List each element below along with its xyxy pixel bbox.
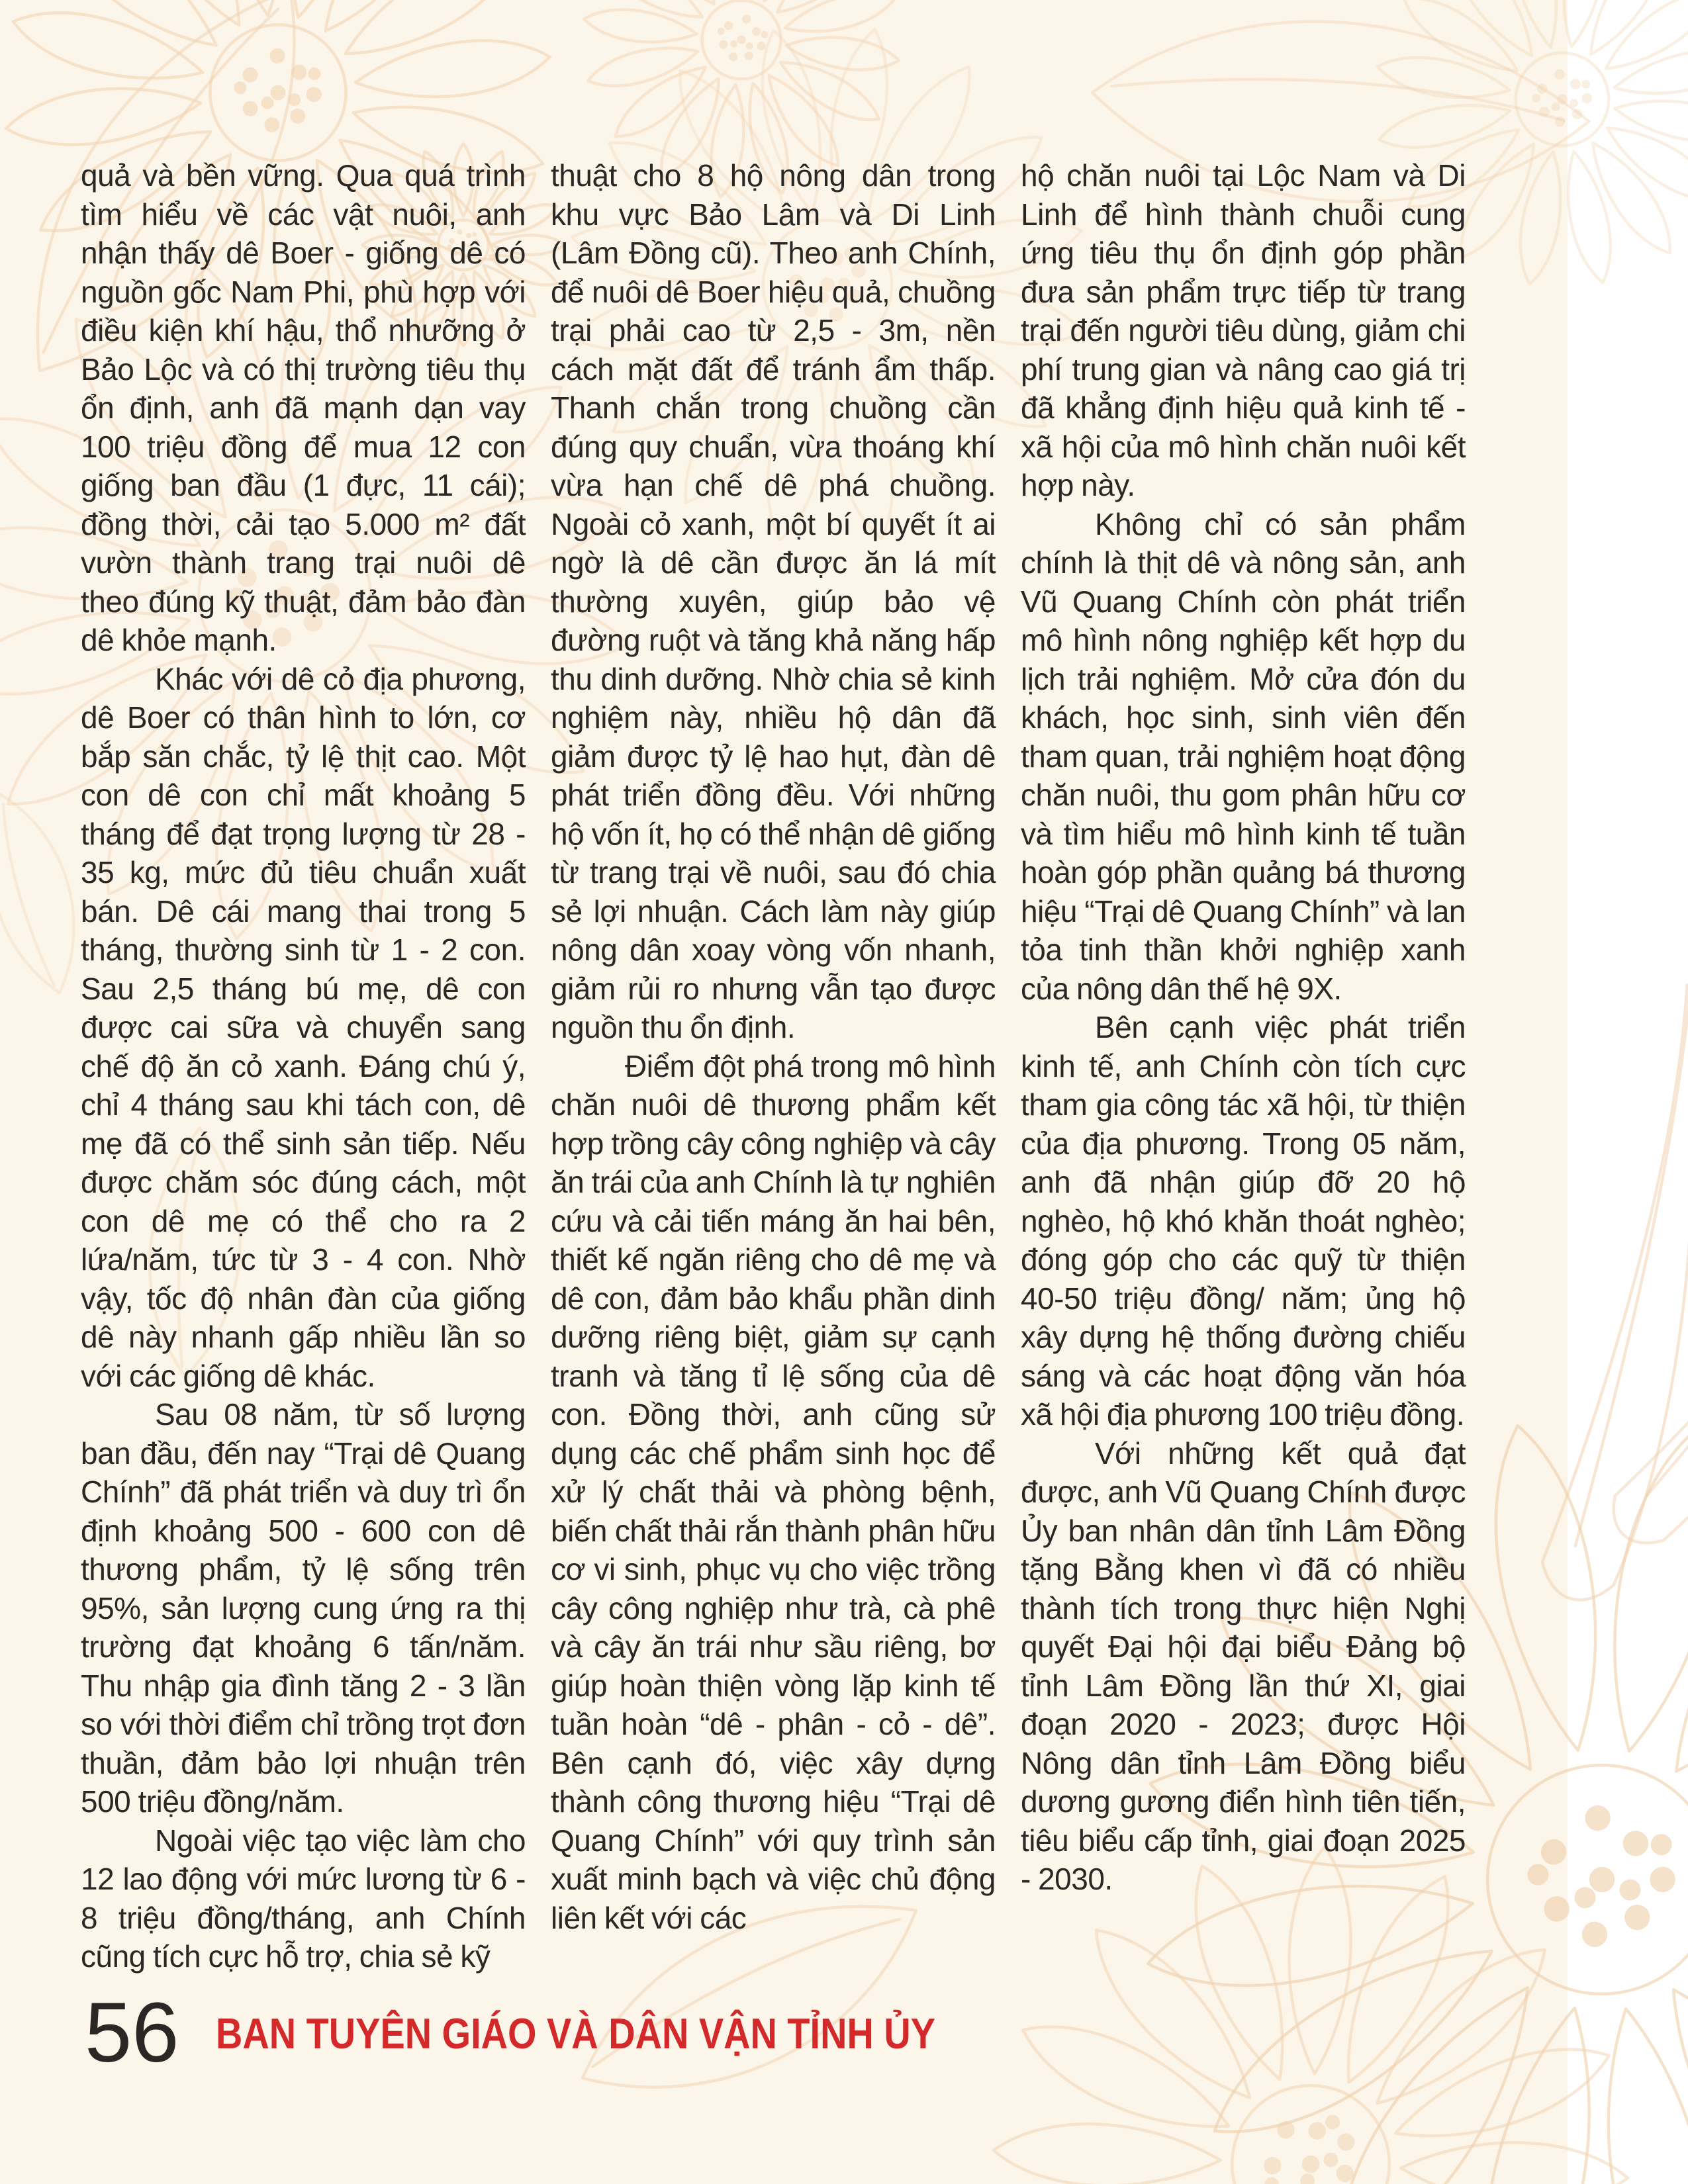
paragraph: Không chỉ có sản phẩm chính là thịt dê và nông sản, anh Vũ Quang Chính còn phát triển mô hình nông nghiệp kết hợp du lịch trải nghiệm. Mở cửa đón du khách, học sinh, sinh viên đến tham quan, trải nghiệm hoạt động chăn nuôi, thu gom phân hữu cơ và tìm hiểu mô hình kinh tế tuần hoàn góp phần quảng bá thương hiệu “Trại dê Quang Chính” và lan tỏa tinh thần khởi nghiệp xanh của nông dân thế hệ 9X. <box>1021 506 1466 1006</box>
page-footer <box>85 1985 1053 2080</box>
paragraph: Điểm đột phá trong mô hình chăn nuôi dê thương phẩm kết hợp trồng cây công nghiệp và cây ăn trái của anh Chính là tự nghiên cứu và cải tiến máng ăn hai bên, thiết kế ngăn riêng cho dê mẹ và dê con, đảm bảo khẩu phần dinh dưỡng riêng biệt, giảm sự cạnh tranh và tăng tỉ lệ sống của dê con. Đồng thời, anh cũng sử dụng các chế phẩm sinh học để xử lý chất thải và phòng bệnh, biến chất thải rắn thành phân hữu cơ vi sinh, phục vụ cho việc trồng cây công nghiệp như trà, cà phê và cây ăn trái như sầu riêng, bơ giúp hoàn thiện vòng lặp kinh tế tuần hoàn “dê - phân - cỏ - dê”. Bên cạnh đó, việc xây dựng thành công thương hiệu “Trại dê Quang Chính” với quy trình sản xuất minh bạch và việc chủ động liên kết với các <box>551 1048 996 1935</box>
paragraph: Bên cạnh việc phát triển kinh tế, anh Chính còn tích cực tham gia công tác xã hội, từ thiện của địa phương. Trong 05 năm, anh đã nhận giúp đỡ 20 hộ nghèo, hộ khó khăn thoát nghèo; đóng góp cho các quỹ từ thiện 40-50 triệu đồng/ năm; ủng hộ xây dựng hệ thống đường chiếu sáng và các hoạt động văn hóa xã hội địa phương 100 triệu đồng. <box>1021 1010 1466 1432</box>
paragraph: Với những kết quả đạt được, anh Vũ Quang Chính được Ủy ban nhân dân tỉnh Lâm Đồng tặng Bằng khen vì đã có nhiều thành tích trong thực hiện Nghị quyết Đại hội đại biểu Đảng bộ tỉnh Lâm Đồng lần thứ XI, giai đoạn 2020 - 2023; được Hội Nông dân tỉnh Lâm Đồng biểu dương gương điển hình tiên tiến, tiêu biểu cấp tỉnh, giai đoạn 2025 - 2030. <box>1021 1435 1466 1896</box>
paragraph: Sau 08 năm, từ số lượng ban đầu, đến nay “Trại dê Quang Chính” đã phát triển và duy trì ổn định khoảng 500 - 600 con dê thương phẩm, tỷ lệ sống trên 95%, sản lượng cung ứng ra thị trường đạt khoảng 6 tấn/năm. Thu nhập gia đình tăng 2 - 3 lần so với thời điểm chỉ trồng trọt đơn thuần, đảm bảo lợi nhuận trên 500 triệu đồng/năm. <box>81 1397 526 1819</box>
text-column-1 <box>81 156 526 1976</box>
article-body <box>81 156 1466 1976</box>
text-column-3 <box>1021 156 1466 1976</box>
paragraph: thuật cho 8 hộ nông dân trong khu vực Bảo Lâm và Di Linh (Lâm Đồng cũ). Theo anh Chính, để nuôi dê Boer hiệu quả, chuồng trại phải cao từ 2,5 - 3m, nền cách mặt đất để tránh ẩm thấp. Thanh chắn trong chuồng cần đúng quy chuẩn, vừa thoáng khí vừa hạn chế dê phá chuồng. Ngoài cỏ xanh, một bí quyết ít ai ngờ là dê cần được ăn lá mít thường xuyên, giúp bảo vệ đường ruột và tăng khả năng hấp thu dinh dưỡng. Nhờ chia sẻ kinh nghiệm này, nhiều hộ dân đã giảm được tỷ lệ hao hụt, đàn dê phát triển đồng đều. Với những hộ vốn ít, họ có thể nhận dê giống từ trang trại về nuôi, sau đó chia sẻ lợi nhuận. Cách làm này giúp nông dân xoay vòng vốn nhanh, giảm rủi ro nhưng vẫn tạo được nguồn thu ổn định. <box>551 158 996 1044</box>
footer-publisher-label: BAN TUYÊN GIÁO VÀ DÂN VẬN TỈNH ỦY <box>216 2009 936 2058</box>
paragraph: Ngoài việc tạo việc làm cho 12 lao động với mức lương từ 6 - 8 triệu đồng/tháng, anh Chính cũng tích cực hỗ trợ, chia sẻ kỹ <box>81 1823 526 1974</box>
paragraph: quả và bền vững. Qua quá trình tìm hiểu về các vật nuôi, anh nhận thấy dê Boer - giống dê có nguồn gốc Nam Phi, phù hợp với điều kiện khí hậu, thổ nhưỡng ở Bảo Lộc và có thị trường tiêu thụ ổn định, anh đã mạnh dạn vay 100 triệu đồng để mua 12 con giống ban đầu (1 đực, 11 cái); đồng thời, cải tạo 5.000 m² đất vườn thành trang trại nuôi dê theo đúng kỹ thuật, đảm bảo đàn dê khỏe mạnh. <box>81 158 526 657</box>
text-column-2 <box>551 156 996 1976</box>
paragraph: Khác với dê cỏ địa phương, dê Boer có thân hình to lớn, cơ bắp săn chắc, tỷ lệ thịt cao. Một con dê con chỉ mất khoảng 5 tháng để đạt trọng lượng từ 28 - 35 kg, mức đủ tiêu chuẩn xuất bán. Dê cái mang thai trong 5 tháng, thường sinh từ 1 - 2 con. Sau 2,5 tháng bú mẹ, dê con được cai sữa và chuyển sang chế độ ăn cỏ xanh. Đáng chú ý, chỉ 4 tháng sau khi tách con, dê mẹ đã có thể sinh sản tiếp. Nếu được chăm sóc đúng cách, một con dê mẹ có thể cho ra 2 lứa/năm, tức từ 3 - 4 con. Nhờ vậy, tốc độ nhân đàn của giống dê này nhanh gấp nhiều lần so với các giống dê khác. <box>81 661 526 1393</box>
paragraph: hộ chăn nuôi tại Lộc Nam và Di Linh để hình thành chuỗi cung ứng tiêu thụ ổn định góp phần đưa sản phẩm trực tiếp từ trang trại đến người tiêu dùng, giảm chi phí trung gian và nâng cao giá trị đã khẳng định hiệu quả kinh tế - xã hội của mô hình chăn nuôi kết hợp này. <box>1021 158 1466 502</box>
page-number: 56 <box>85 1985 179 2080</box>
